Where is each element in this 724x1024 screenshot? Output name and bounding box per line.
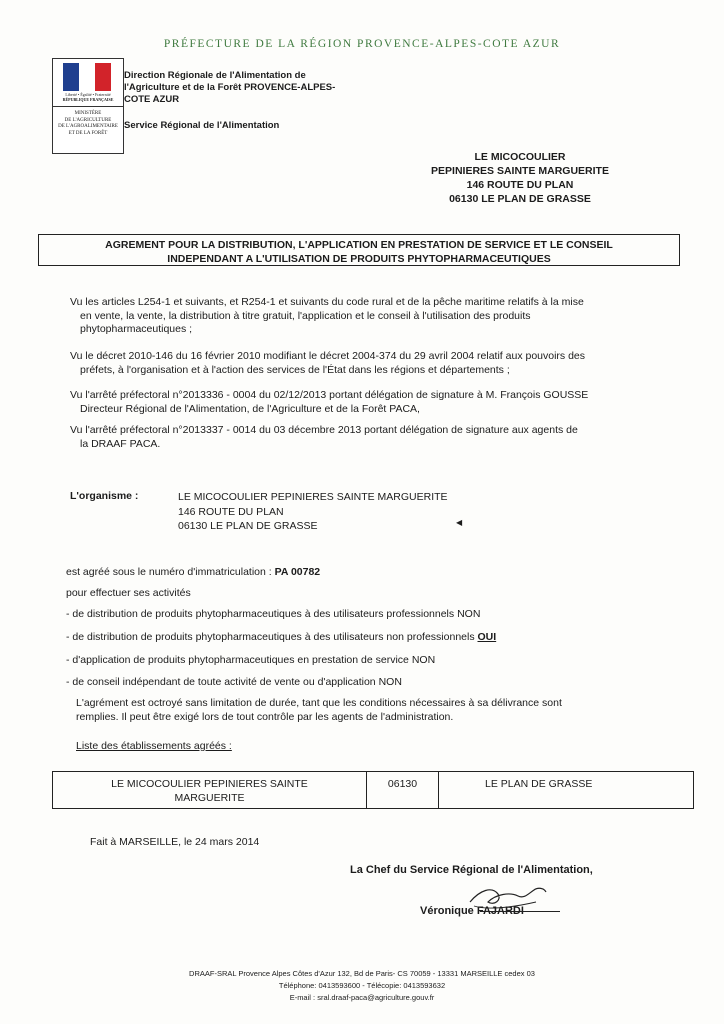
activity-item: - de distribution de produits phytopharmaceutiques à des utilisateurs non professionnels OUI: [66, 631, 497, 643]
document-title: AGREMENT POUR LA DISTRIBUTION, L'APPLICATION EN PRESTATION DE SERVICE ET LE CONSEIL INDEPENDANT A L'UTILISATION DE PRODUITS PHYTOPHARMACEUTIQUES: [38, 234, 680, 266]
issuing-service: Service Régional de l'Alimentation: [124, 120, 280, 131]
recipient-address: LE MICOCOULIER PEPINIERES SAINTE MARGUERITE 146 ROUTE DU PLAN 06130 LE PLAN DE GRASSE: [431, 151, 609, 205]
consideration-item: Vu les articles L254-1 et suivants, et R254-1 et suivants du code rural et de la pêche maritime relatifs à la mise en vente, la vente, la distribution à titre gratuit, l'application et le conseil à l'utilisation des produits phytopharmaceutiques ;: [70, 296, 584, 335]
issuing-direction: Direction Régionale de l'Alimentation de l'Agriculture et de la Forêt PROVENCE-ALPES- COTE AZUR: [124, 70, 336, 105]
establishments-table: [52, 771, 694, 809]
consideration-item: Vu le décret 2010-146 du 16 février 2010 modifiant le décret 2004-374 du 29 avril 2004 relatif aux pouvoirs des préfets, à l'organisation et à l'action des services de l'État dans les régions et départements ;: [70, 350, 586, 376]
activity-status: OUI: [477, 631, 497, 643]
footer-contact: DRAAF-SRAL Provence Alpes Côtes d'Azur 132, Bd de Paris- CS 70059 - 13331 MARSEILLE cedex 03 Téléphone: 0413593600 - Télécopie: 0413593632 E-mail : sral.draaf-paca@agriculture.gouv.fr: [189, 969, 535, 1002]
validity-statement: L'agrément est octroyé sans limitation de durée, tant que les conditions nécessaires à sa délivrance sont remplies. Il peut être exigé lors de tout contrôle par les agents de l'administration.: [76, 697, 562, 723]
establishment-city: LE PLAN DE GRASSE: [485, 778, 593, 790]
activity-item: - d'application de produits phytopharmaceutiques en prestation de service NON: [66, 654, 436, 666]
signature-line: [480, 911, 560, 912]
activity-status: NON: [378, 676, 402, 688]
establishments-heading: Liste des établissements agréés :: [76, 740, 232, 752]
flag-red-band: [95, 63, 111, 91]
organisme-address: LE MICOCOULIER PEPINIERES SAINTE MARGUERITE 146 ROUTE DU PLAN 06130 LE PLAN DE GRASSE: [178, 491, 448, 532]
consideration-item: Vu l'arrêté préfectoral n°2013337 - 0014 du 03 décembre 2013 portant délégation de signature aux agents de la DRAAF PACA.: [70, 424, 578, 450]
flag-blue-band: [63, 63, 79, 91]
establishment-name: LE MICOCOULIER PEPINIERES SAINTE MARGUERITE: [53, 772, 367, 808]
flag-white-band: [79, 63, 95, 91]
establishment-postcode: 06130: [367, 772, 439, 808]
registration-number: PA 00782: [274, 566, 321, 578]
activity-item: - de distribution de produits phytopharmaceutiques à des utilisateurs professionnels NON: [66, 608, 481, 620]
prefecture-heading: PRÉFECTURE DE LA RÉGION PROVENCE-ALPES-COTE AZUR: [163, 38, 561, 50]
marianne-logo: [52, 58, 124, 154]
organisme-label: L'organisme :: [70, 490, 139, 502]
ministry-name: MINISTÈRE DE L'AGRICULTURE DE L'AGROALIMENTAIRE ET DE LA FORÊT: [58, 111, 118, 136]
activity-status: NON: [411, 654, 436, 666]
activities-intro: pour effectuer ses activités: [66, 587, 191, 599]
tricolor-flag-icon: [63, 63, 111, 91]
signatory-name: Véronique FAJARDI: [420, 905, 524, 917]
logo-divider: [53, 106, 123, 107]
activity-status: NON: [457, 608, 481, 620]
registration-line: est agréé sous le numéro d'immatriculation : PA 00782: [66, 566, 321, 578]
activity-item: - de conseil indépendant de toute activité de vente ou d'application NON: [66, 676, 402, 688]
place-and-date: Fait à MARSEILLE, le 24 mars 2014: [90, 836, 260, 848]
stray-mark-icon: ◀: [456, 518, 463, 527]
logo-motto: Liberté • Égalité • Fraternité RÉPUBLIQUE FRANÇAISE: [62, 92, 114, 102]
consideration-item: Vu l'arrêté préfectoral n°2013336 - 0004 du 02/12/2013 portant délégation de signature à M. François GOUSSE Directeur Régional de l'Alimentation, de l'Agriculture et de la Forêt PACA,: [70, 389, 589, 415]
signatory-title: La Chef du Service Régional de l'Alimentation,: [350, 864, 593, 876]
